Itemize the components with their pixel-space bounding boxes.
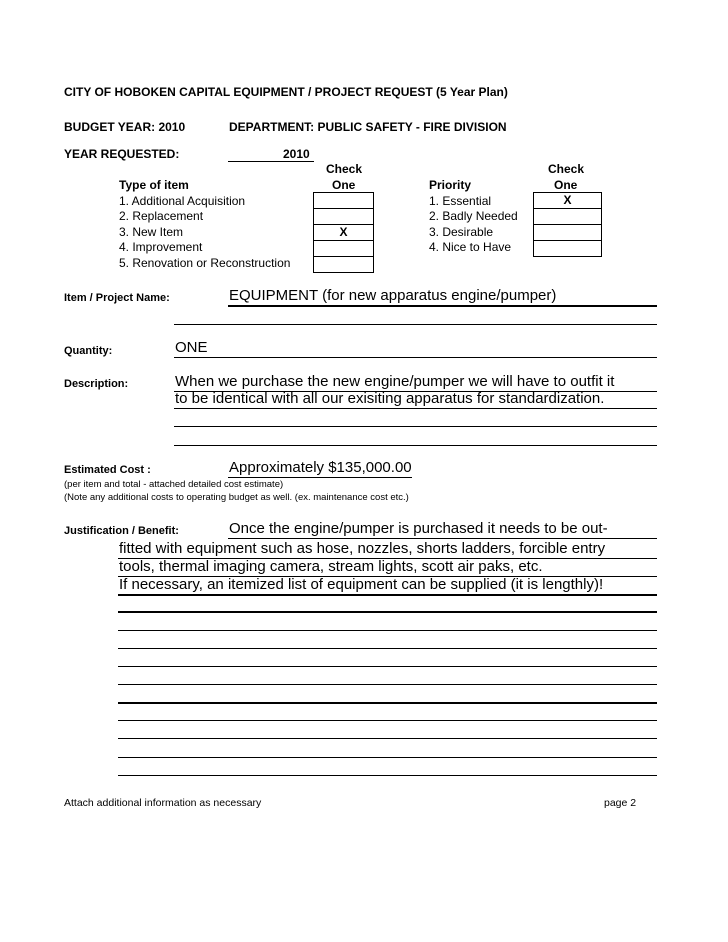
description-label: Description: — [64, 378, 129, 390]
justification-label: Justification / Benefit: — [64, 525, 179, 537]
type-of-item-heading: Type of item — [119, 178, 189, 192]
estimated-cost-label: Estimated Cost : — [64, 464, 151, 476]
justification-underline-4 — [118, 594, 657, 596]
description-underline-4 — [174, 445, 657, 446]
justification-underline-5 — [118, 611, 657, 613]
department: DEPARTMENT: PUBLIC SAFETY - FIRE DIVISION — [229, 120, 507, 134]
justification-underline-10 — [118, 702, 657, 704]
justification-line-4: If necessary, an itemized list of equipment can be supplied (it is lengthly)! — [119, 576, 604, 593]
type-option-3: 3. New Item — [119, 225, 184, 239]
estimated-cost-underline — [228, 477, 412, 478]
description-line-1: When we purchase the new engine/pumper we will have to outfit it — [175, 373, 615, 390]
quantity-label: Quantity: — [64, 345, 113, 357]
priority-checkbox-4[interactable] — [533, 240, 602, 257]
type-checkbox-3[interactable]: X — [313, 224, 374, 241]
priority-checkbox-2[interactable] — [533, 208, 602, 225]
type-checkbox-2[interactable] — [313, 208, 374, 225]
budget-year: BUDGET YEAR: 2010 — [64, 120, 186, 134]
estimated-cost-value: Approximately $135,000.00 — [229, 459, 412, 476]
year-requested-label: YEAR REQUESTED: — [64, 147, 180, 161]
priority-check-label: Check — [548, 162, 585, 176]
justification-line-2: fitted with equipment such as hose, nozzles, shorts ladders, forcible entry — [119, 540, 606, 557]
item-project-label: Item / Project Name: — [64, 292, 170, 304]
item-project-underline-2 — [174, 324, 657, 325]
type-option-4: 4. Improvement — [119, 240, 203, 254]
item-project-value: EQUIPMENT (for new apparatus engine/pumper) — [229, 287, 557, 304]
type-option-2: 2. Replacement — [119, 209, 204, 223]
year-requested-underline — [228, 161, 314, 162]
quantity-value: ONE — [175, 339, 208, 356]
priority-option-2: 2. Badly Needed — [429, 209, 518, 223]
estimated-cost-note-2: (Note any additional costs to operating budget as well. (ex. maintenance cost etc.) — [64, 492, 409, 503]
footer-note: Attach additional information as necessary — [64, 797, 262, 809]
priority-option-4: 4. Nice to Have — [429, 240, 512, 254]
description-line-2: to be identical with all our exisiting apparatus for standardization. — [175, 390, 605, 407]
justification-first-line: Once the engine/pumper is purchased it needs to be out- — [229, 520, 608, 537]
description-underline-3 — [174, 426, 657, 427]
justification-underline-1 — [228, 538, 657, 539]
justification-underline-7 — [118, 648, 657, 649]
type-one-label: One — [332, 178, 356, 192]
priority-option-1: 1. Essential — [429, 194, 492, 208]
priority-one-label: One — [554, 178, 578, 192]
priority-option-3: 3. Desirable — [429, 225, 494, 239]
page-number: page 2 — [604, 797, 637, 809]
item-project-underline-1 — [228, 305, 657, 307]
priority-checkbox-3[interactable] — [533, 224, 602, 241]
form-title: CITY OF HOBOKEN CAPITAL EQUIPMENT / PROJECT REQUEST (5 Year Plan) — [64, 85, 508, 99]
justification-underline-12 — [118, 738, 657, 739]
year-requested-value: 2010 — [283, 147, 310, 161]
justification-underline-8 — [118, 666, 657, 667]
priority-checkbox-1[interactable]: X — [533, 192, 602, 209]
justification-underline-13 — [118, 757, 657, 758]
justification-underline-6 — [118, 630, 657, 631]
justification-underline-9 — [118, 684, 657, 685]
estimated-cost-note-1: (per item and total - attached detailed cost estimate) — [64, 479, 284, 490]
justification-underline-14 — [118, 775, 657, 776]
priority-heading: Priority — [429, 178, 472, 192]
description-underline-2 — [174, 408, 657, 409]
type-checkbox-4[interactable] — [313, 240, 374, 257]
type-checkbox-5[interactable] — [313, 256, 374, 273]
type-option-1: 1. Additional Acquisition — [119, 194, 246, 208]
justification-line-3: tools, thermal imaging camera, stream lights, scott air paks, etc. — [119, 558, 543, 575]
justification-underline-11 — [118, 720, 657, 721]
type-option-5: 5. Renovation or Reconstruction — [119, 256, 291, 270]
quantity-underline — [174, 357, 657, 358]
type-check-label: Check — [326, 162, 363, 176]
type-checkbox-1[interactable] — [313, 192, 374, 209]
